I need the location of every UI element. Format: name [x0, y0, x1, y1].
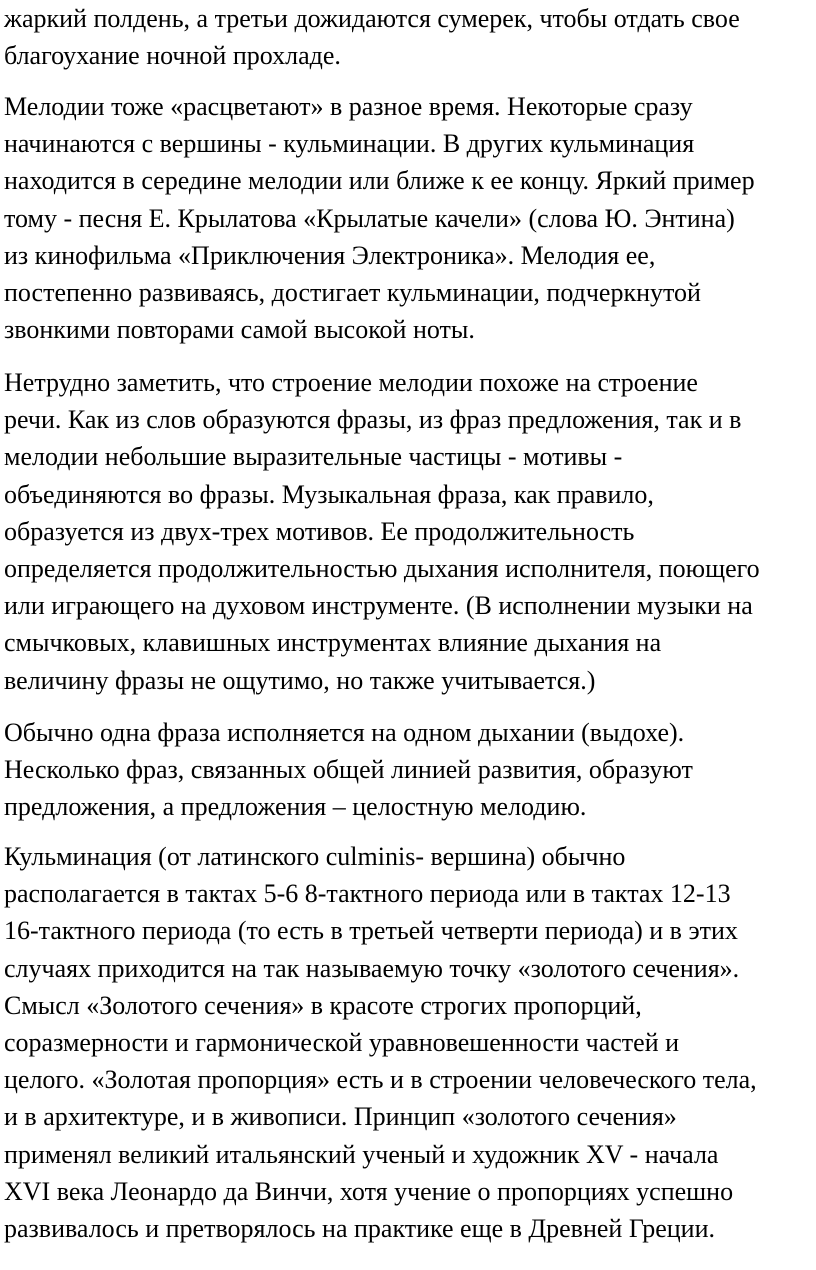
text-line: Смысл «Золотого сечения» в красоте строгих пропорций, [4, 990, 642, 1020]
text-line: смычковых, клавишных инструментах влияние дыхания на [4, 628, 662, 658]
paragraph-5 [4, 838, 757, 1247]
text-line: располагается в тактах 5-6 8-тактного периода или в тактах 12-13 [4, 879, 731, 909]
text-line: XVI века Леонардо да Винчи, хотя учение о пропорциях успешно [4, 1176, 734, 1206]
text-line: целого. «Золотая пропорция» есть и в строении человеческого тела, [4, 1065, 757, 1095]
text-line: тому - песня Е. Крылатова «Крылатые качели» (слова Ю. Энтина) [4, 203, 735, 233]
text-line: Мелодии тоже «расцветают» в разное время. Некоторые сразу [4, 92, 693, 121]
text-line: звонкими повторами самой высокой ноты. [4, 315, 475, 345]
text-line: речи. Как из слов образуются фразы, из фраз предложения, так и в [4, 405, 742, 435]
text-line: случаях приходится на так называемую точку «золотого сечения». [4, 953, 740, 983]
text-line: или играющего на духовом инструменте. (В исполнении музыки на [4, 591, 753, 621]
text-line: благоухание ночной прохладе. [4, 41, 341, 71]
text-line: мелодии небольшие выразительные частицы - мотивы - [4, 442, 623, 472]
text-line: Кульминация (от латинского culminis- вершина) обычно [4, 842, 626, 871]
paragraph-4 [4, 714, 693, 826]
text-line: Нетрудно заметить, что строение мелодии похоже на строение [4, 368, 698, 397]
text-line: из кинофильма «Приключения Электроника». Мелодия ее, [4, 240, 656, 270]
text-line: Несколько фраз, связанных общей линией развития, образуют [4, 755, 693, 785]
text-line: предложения, а предложения – целостную мелодию. [4, 792, 587, 822]
text-line: соразмерности и гармонической уравновешенности частей и [4, 1027, 680, 1057]
text-line: начинаются с вершины - кульминации. В других кульминация [4, 129, 695, 159]
text-line: постепенно развиваясь, достигает кульминации, подчеркнутой [4, 277, 701, 307]
paragraph-1 [4, 0, 740, 74]
paragraph-2 [4, 88, 755, 348]
text-line: и в архитектуре, и в живописи. Принцип «золотого сечения» [4, 1102, 677, 1132]
paragraph-3 [4, 364, 760, 699]
text-line: объединяются во фразы. Музыкальная фраза, как правило, [4, 479, 654, 509]
text-line: образуется из двух-трех мотивов. Ее продолжительность [4, 516, 635, 546]
text-line: жаркий полдень, а третьи дожидаются сумерек, чтобы отдать свое [4, 4, 740, 33]
text-line: величину фразы не ощутимо, но также учитывается.) [4, 665, 596, 695]
text-line: развивалось и претворялось на практике еще в Древней Греции. [4, 1213, 716, 1243]
text-line: применял великий итальянский ученый и художник XV - начала [4, 1139, 719, 1169]
text-line: определяется продолжительностью дыхания исполнителя, поющего [4, 553, 760, 583]
text-line: Обычно одна фраза исполняется на одном дыхании (выдохе). [4, 718, 685, 747]
text-line: находится в середине мелодии или ближе к ее концу. Яркий пример [4, 166, 755, 196]
text-line: 16-тактного периода (то есть в третьей четверти периода) и в этих [4, 916, 738, 946]
